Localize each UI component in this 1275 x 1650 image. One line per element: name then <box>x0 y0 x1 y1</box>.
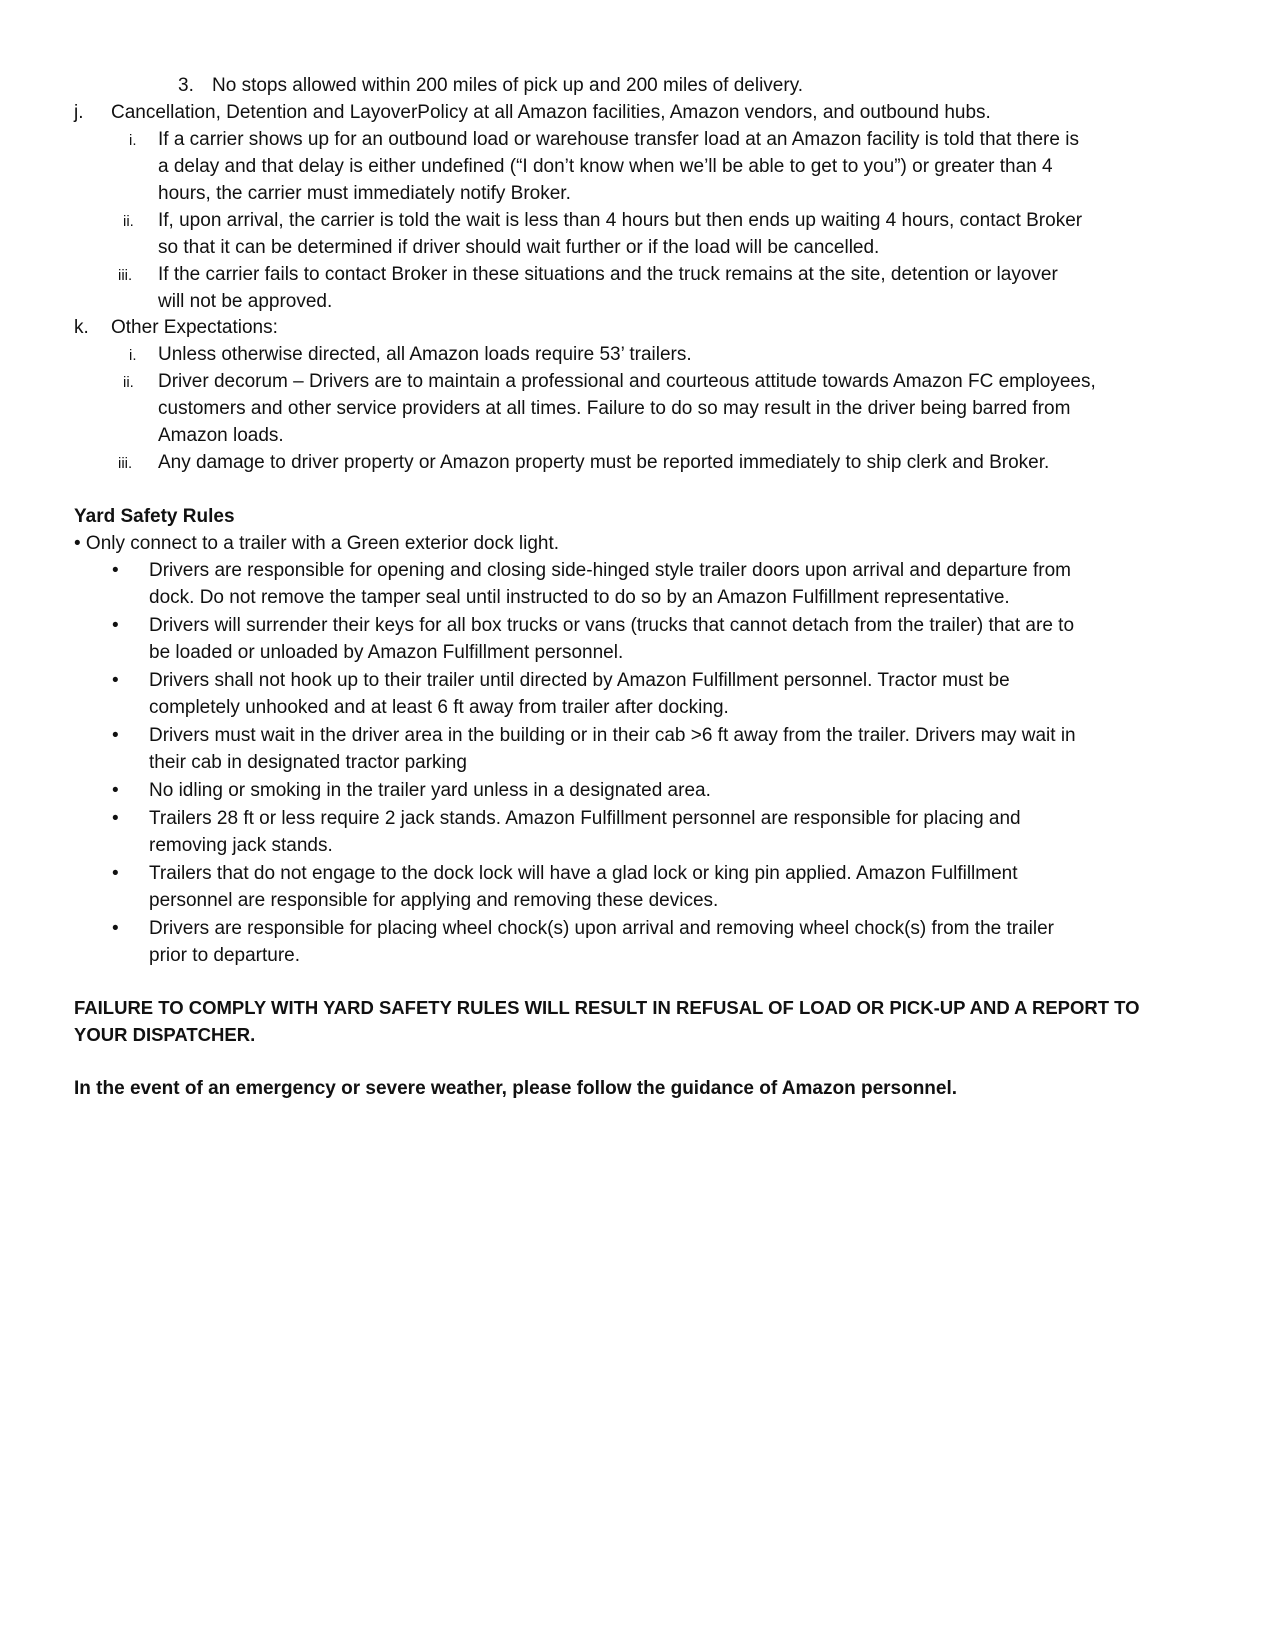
bullet-1-line-2: dock. Do not remove the tamper seal until instructed to do so by an Amazon Fulfillment representative. <box>149 587 1010 608</box>
bullet-1-line-1: Drivers are responsible for opening and closing side-hinged style trailer doors upon arrival and departure from <box>149 560 1071 581</box>
list-number-3: 3. <box>178 75 194 96</box>
section-j-item-ii-line-2: so that it can be determined if driver should wait further or if the load will be cancelled. <box>158 237 880 258</box>
bullet-8-line-1: Drivers are responsible for placing wheel chock(s) upon arrival and removing wheel chock(s) from the trailer <box>149 918 1054 939</box>
section-j-item-i-line-3: hours, the carrier must immediately notify Broker. <box>158 183 571 204</box>
bullet-glyph: • <box>112 918 119 939</box>
bullet-2-line-2: be loaded or unloaded by Amazon Fulfillment personnel. <box>149 642 624 663</box>
section-k-item-iii-marker: iii. <box>118 455 133 472</box>
section-k-item-ii-line-2: customers and other service providers at all times. Failure to do so may result in the driver being barred from <box>158 398 1071 419</box>
section-k-item-ii-line-3: Amazon loads. <box>158 425 284 446</box>
section-k-item-iii-line-1: Any damage to driver property or Amazon property must be reported immediately to ship clerk and Broker. <box>158 452 1050 473</box>
section-j-item-i-line-1: If a carrier shows up for an outbound load or warehouse transfer load at an Amazon facility is told that there is <box>158 129 1079 150</box>
yard-safety-heading: Yard Safety Rules <box>74 506 235 527</box>
warning-line-2: YOUR DISPATCHER. <box>74 1024 256 1045</box>
section-j-title: Cancellation, Detention and LayoverPolicy at all Amazon facilities, Amazon vendors, and outbound hubs. <box>111 102 991 123</box>
bullet-3-line-1: Drivers shall not hook up to their trailer until directed by Amazon Fulfillment personnel. Tractor must be <box>149 670 1010 691</box>
section-j-item-ii-marker: ii. <box>123 213 134 230</box>
bullet-glyph: • <box>112 725 119 746</box>
bullet-glyph: • <box>112 670 119 691</box>
bullet-6-line-1: Trailers 28 ft or less require 2 jack stands. Amazon Fulfillment personnel are responsible for placing and <box>149 808 1021 829</box>
section-j-marker: j. <box>74 102 84 123</box>
bullet-glyph: • <box>112 560 119 581</box>
section-k-item-i-line-1: Unless otherwise directed, all Amazon loads require 53’ trailers. <box>158 344 692 365</box>
section-j-item-i-marker: i. <box>129 132 137 149</box>
section-k-item-i-marker: i. <box>129 347 137 364</box>
bullet-glyph: • <box>112 615 119 636</box>
section-k-title: Other Expectations: <box>111 317 278 338</box>
bullet-7-line-2: personnel are responsible for applying and removing these devices. <box>149 890 719 911</box>
bullet-5-line-1: No idling or smoking in the trailer yard unless in a designated area. <box>149 780 711 801</box>
warning-line-1: FAILURE TO COMPLY WITH YARD SAFETY RULES WILL RESULT IN REFUSAL OF LOAD OR PICK-UP AND A REPORT TO <box>74 997 1140 1018</box>
section-j-item-iii-line-1: If the carrier fails to contact Broker in these situations and the truck remains at the site, detention or layover <box>158 264 1058 285</box>
section-j-item-i-line-2: a delay and that delay is either undefined (“I don’t know when we’ll be able to get to you”) or greater than 4 <box>158 156 1053 177</box>
list-3-text: No stops allowed within 200 miles of pick up and 200 miles of delivery. <box>212 75 804 96</box>
section-k-marker: k. <box>74 317 89 338</box>
section-j-item-iii-line-2: will not be approved. <box>158 291 333 312</box>
bullet-glyph: • <box>112 863 119 884</box>
section-j-item-ii-line-1: If, upon arrival, the carrier is told the wait is less than 4 hours but then ends up waiting 4 hours, contact Broker <box>158 210 1083 231</box>
bullet-glyph: • <box>112 780 119 801</box>
section-j-item-iii-marker: iii. <box>118 267 133 284</box>
bullet-4-line-2: their cab in designated tractor parking <box>149 752 467 773</box>
yard-safety-intro: • Only connect to a trailer with a Green exterior dock light. <box>74 533 560 554</box>
bullet-3-line-2: completely unhooked and at least 6 ft away from trailer after docking. <box>149 697 729 718</box>
section-k-item-ii-marker: ii. <box>123 374 134 391</box>
bullet-4-line-1: Drivers must wait in the driver area in the building or in their cab >6 ft away from the trailer. Drivers may wait in <box>149 725 1076 746</box>
section-k-item-ii-line-1: Driver decorum – Drivers are to maintain a professional and courteous attitude towards Amazon FC employees, <box>158 371 1096 392</box>
bullet-glyph: • <box>112 808 119 829</box>
bullet-6-line-2: removing jack stands. <box>149 835 333 856</box>
bullet-8-line-2: prior to departure. <box>149 945 301 966</box>
emergency-note: In the event of an emergency or severe weather, please follow the guidance of Amazon personnel. <box>74 1078 958 1099</box>
bullet-7-line-1: Trailers that do not engage to the dock lock will have a glad lock or king pin applied. Amazon Fulfillment <box>149 863 1018 884</box>
bullet-2-line-1: Drivers will surrender their keys for all box trucks or vans (trucks that cannot detach from the trailer) that are to <box>149 615 1075 636</box>
